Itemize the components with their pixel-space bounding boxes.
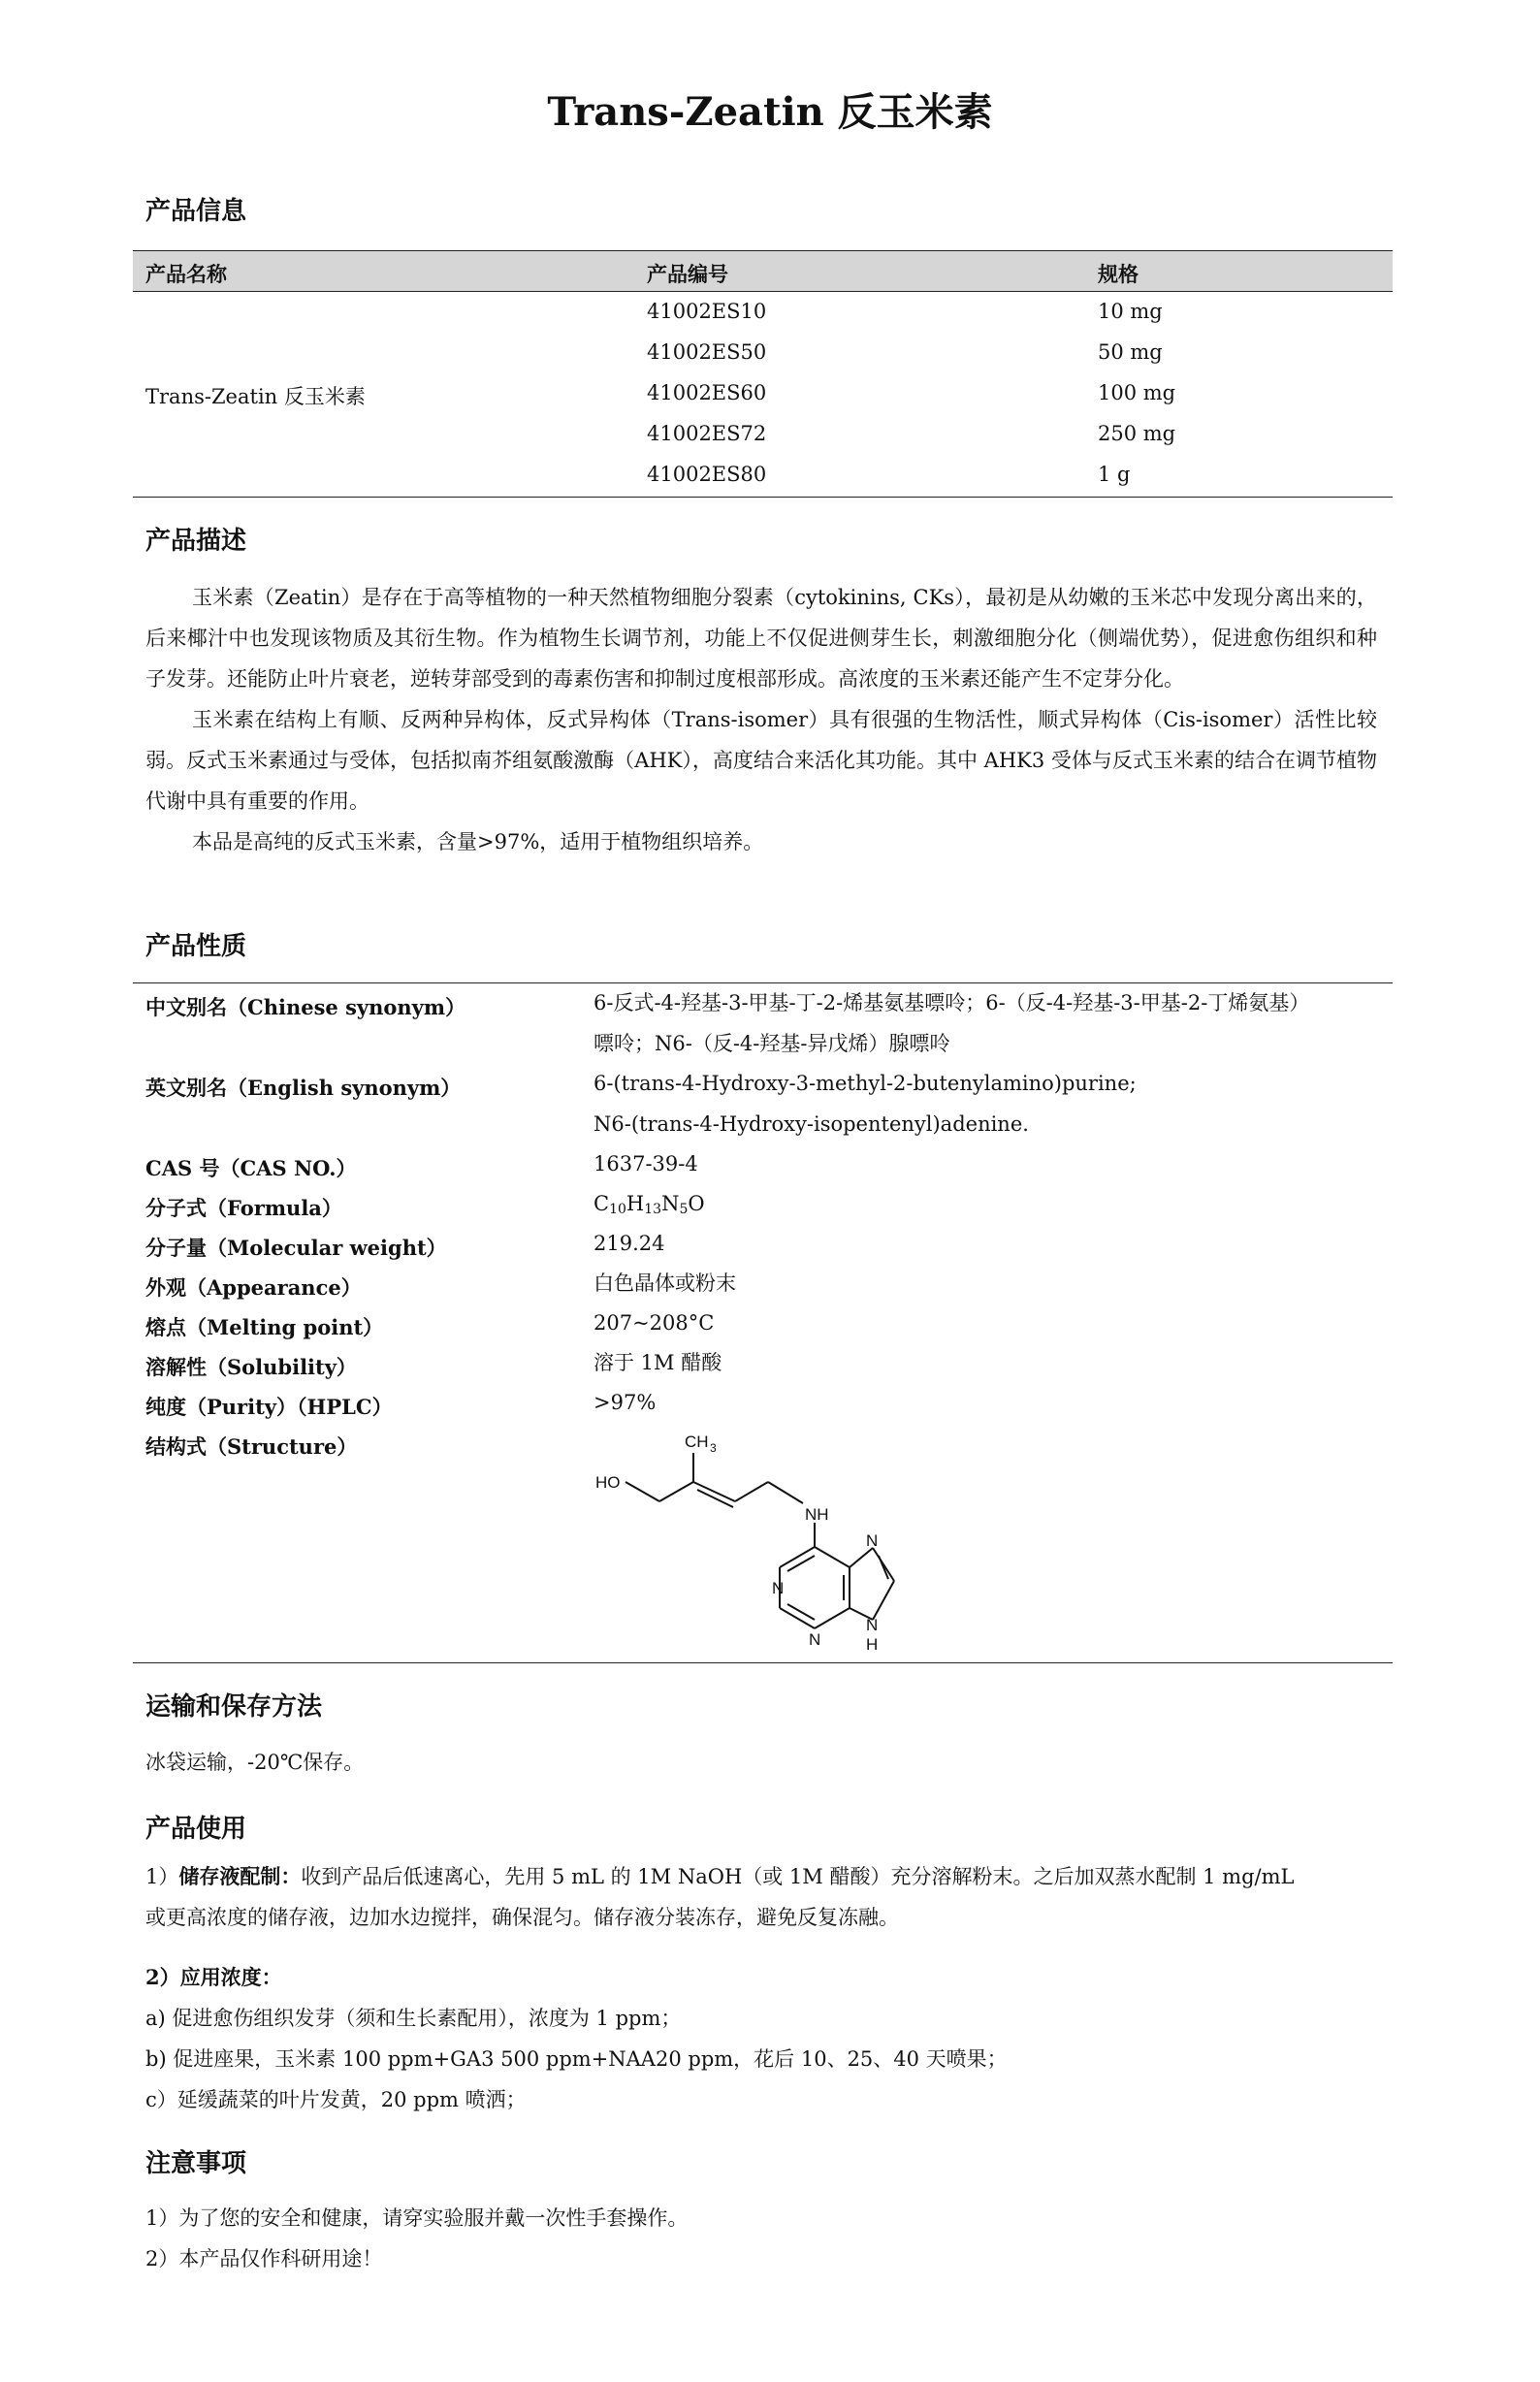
storage-text: 冰袋运输，-20℃保存。 [145,1751,365,1774]
product-spec-cell: 50 mg [1098,340,1163,364]
usage-item-2-heading: 2）应用浓度： [145,1965,282,1989]
description-paragraph: 玉米素在结构上有顺、反两种异构体，反式异构体（Trans-isomer）具有很强的生物活性，顺式异构体（Cis-isomer）活性比较弱。反式玉米素通过与受体，包括拟南芥组氨酸激酶（AHK），高度结合来活化其功能。其中 AHK3 受体与反式玉米素的结合在调节植物代谢中具有重要的作用。 [145,708,1377,813]
usage-item-c: c）延缓蔬菜的叶片发黄，20 ppm 喷洒； [145,2088,527,2111]
value-melting-point: 207~208°C [594,1311,715,1335]
formula-subscript: 10 [609,1202,626,1217]
product-spec-cell: 100 mg [1098,381,1176,404]
label-formula: 分子式（Formula） [145,1196,342,1220]
table-bottom-rule [133,497,1393,498]
product-spec-cell: 10 mg [1098,300,1163,323]
usage-item-1 [145,1856,1387,1897]
label-melting-point: 熔点（Melting point） [145,1315,384,1339]
product-code-cell: 41002ES10 [647,300,767,323]
section-heading-properties: 产品性质 [145,932,247,961]
value-line: 6-(trans-4-Hydroxy-3-methyl-2-butenylamino)purine; [594,1072,1137,1095]
header-product-name: 产品名称 [145,262,227,286]
note-item: 2）本产品仅作科研用途！ [145,2247,383,2270]
bond [815,1608,850,1628]
bond [768,1482,803,1503]
value-solubility: 溶于 1M 醋酸 [594,1351,722,1374]
atom-label: N [772,1579,785,1597]
formula-element: C [594,1192,610,1215]
description-text [145,577,1377,862]
double-bond [787,1604,815,1620]
product-name-cell: Trans-Zeatin 反玉米素 [145,385,366,408]
usage-item-title: 储存液配制： [178,1864,302,1888]
formula-subscript: 13 [644,1202,662,1217]
section-heading-info: 产品信息 [145,197,247,226]
atom-label: N [866,1616,879,1634]
value-mw: 219.24 [594,1232,665,1255]
atom-label: NH [805,1505,829,1524]
description-paragraph: 玉米素（Zeatin）是存在于高等植物的一种天然植物细胞分裂素（cytokinins, CKs），最初是从幼嫩的玉米芯中发现分离出来的，后来椰汁中也发现该物质及其衍生物。作为植物生长调节剂，功能上不仅促进侧芽生长，刺激细胞分化（侧端优势），促进愈伤组织和种子发芽。还能防止叶片衰老，逆转芽部受到的毒素伤害和抑制过度根部形成。高浓度的玉米素还能产生不定芽分化。 [145,586,1377,691]
atom-label: CH [685,1432,709,1451]
section-heading-description: 产品描述 [145,527,247,556]
product-table-header [133,250,1393,292]
section-heading-notes: 注意事项 [145,2149,247,2178]
label-structure: 结构式（Structure） [145,1434,358,1459]
value-appearance: 白色晶体或粉末 [594,1271,736,1295]
formula-subscript: 5 [679,1202,689,1217]
bond [780,1547,815,1567]
label-cas: CAS 号（CAS NO.） [145,1156,357,1180]
description-paragraph: 本品是高纯的反式玉米素，含量>97%，适用于植物组织培养。 [192,830,764,853]
bond [626,1482,659,1501]
header-product-code: 产品编号 [647,262,728,286]
bond [780,1608,815,1628]
atom-label: H [866,1635,879,1654]
label-english-synonym: 英文别名（English synonym） [145,1076,462,1100]
zeatin-structure-diagram [582,1426,970,1668]
section-heading-storage: 运输和保存方法 [145,1692,323,1722]
product-spec-cell: 1 g [1098,463,1131,486]
properties-bottom-rule [133,1662,1393,1663]
atom-label: HO [595,1473,621,1492]
document-title: Trans-Zeatin 反玉米素 [547,89,993,135]
section-heading-usage: 产品使用 [145,1815,247,1844]
bond [659,1482,693,1501]
value-line: 嘌呤；N6-（反-4-羟基-异戊烯）腺嘌呤 [594,1032,950,1055]
label-appearance: 外观（Appearance） [145,1275,362,1300]
usage-item-1-cont: 或更高浓度的储存液，边加水边搅拌，确保混匀。储存液分装冻存，避免反复冻融。 [145,1906,899,1929]
usage-item-b: b) 促进座果，玉米素 100 ppm+GA3 500 ppm+NAA20 ppm，花后 10、25、40 天喷果； [145,2047,1008,2071]
product-code-cell: 41002ES50 [647,340,767,364]
list-number: 1） [145,1865,179,1888]
bond [850,1548,873,1567]
atom-subscript: 3 [710,1441,717,1455]
bond [735,1482,768,1501]
bond [873,1581,894,1620]
value-line: N6-(trans-4-Hydroxy-isopentenyl)adenine. [594,1112,1029,1136]
usage-item-a: a) 促进愈伤组织发芽（须和生长素配用），浓度为 1 ppm； [145,2007,682,2030]
double-bond [879,1556,888,1579]
value-cas: 1637-39-4 [594,1152,698,1175]
label-chinese-synonym: 中文别名（Chinese synonym） [145,995,466,1019]
note-item: 1）为了您的安全和健康，请穿实验服并戴一次性手套操作。 [145,2206,689,2230]
product-code-cell: 41002ES72 [647,422,767,445]
header-spec: 规格 [1098,262,1139,286]
product-spec-cell: 250 mg [1098,422,1176,445]
double-bond [787,1556,815,1571]
label-purity: 纯度（Purity）（HPLC） [145,1395,393,1419]
formula-element: O [688,1192,705,1215]
value-chinese-synonym [594,982,1389,1064]
value-purity: >97% [594,1391,657,1414]
product-code-cell: 41002ES60 [647,381,767,404]
usage-item-text: 收到产品后低速离心，先用 5 mL 的 1M NaOH（或 1M 醋酸）充分溶解粉末。之后加双蒸水配制 1 mg/mL [301,1865,1295,1888]
bond [815,1547,850,1567]
formula-element: N [661,1192,680,1215]
product-code-cell: 41002ES80 [647,463,767,486]
value-english-synonym [594,1063,1389,1144]
atom-label: N [866,1531,879,1550]
value-line: 6-反式-4-羟基-3-甲基-丁-2-烯基氨基嘌呤；6-（反-4-羟基-3-甲基-2-丁烯氨基） [594,991,1310,1014]
atom-label: N [809,1630,821,1649]
label-solubility: 溶解性（Solubility） [145,1355,357,1379]
bond [873,1548,894,1581]
label-mw: 分子量（Molecular weight） [145,1236,447,1260]
formula-element: H [626,1192,645,1215]
